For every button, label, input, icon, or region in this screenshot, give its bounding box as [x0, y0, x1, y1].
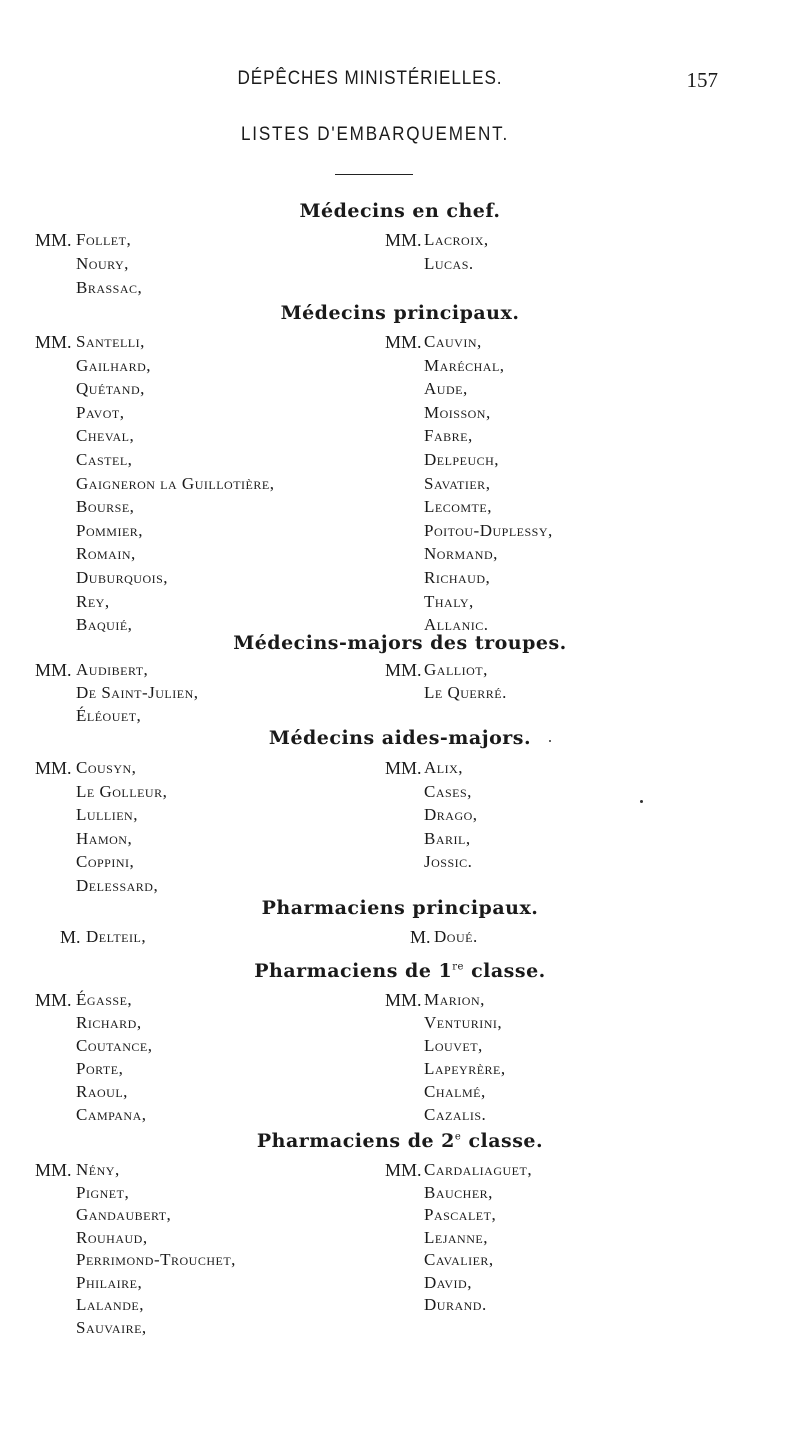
section-heading: Médecins principaux. — [280, 302, 520, 324]
honorific-prefix: MM. — [385, 990, 422, 1010]
person-name: Castel, — [76, 450, 133, 469]
person-name: Cavalier, — [424, 1250, 494, 1269]
person-name: Allanic. — [424, 615, 489, 635]
honorific-prefix: MM. — [35, 1160, 72, 1180]
person-name: Pavot, — [76, 402, 125, 422]
person-name: Fabre, — [424, 426, 473, 446]
honorific-prefix: MM. — [385, 660, 422, 680]
person-name: Hamon, — [76, 828, 133, 848]
person-name: Richaud, — [424, 568, 491, 587]
person-name: Lullien, — [76, 805, 138, 824]
honorific-prefix: MM. — [385, 758, 422, 778]
person-name: Coutance, — [76, 1036, 153, 1055]
person-name: Éléouet, — [76, 706, 142, 725]
person-name: De Saint-Julien, — [76, 683, 199, 702]
person-name: Pascalet, — [424, 1205, 497, 1224]
person-name: Delpeuch, — [424, 450, 500, 469]
person-name: Drago, — [424, 805, 478, 824]
print-speck — [549, 740, 551, 742]
honorific-prefix: MM. — [385, 1160, 422, 1180]
person-name: Sauvaire, — [76, 1317, 147, 1337]
person-name: Cardaliaguet, — [424, 1160, 533, 1179]
person-name: Perrimond-Trouchet, — [76, 1250, 236, 1269]
person-name: Baquié, — [76, 615, 133, 635]
honorific-prefix: MM. — [35, 990, 72, 1010]
person-name: Jossic. — [424, 852, 473, 871]
honorific-prefix: MM. — [35, 758, 72, 778]
honorific-prefix: MM. — [35, 332, 72, 352]
person-name: Pommier, — [76, 520, 144, 540]
person-name: Richard, — [76, 1013, 142, 1032]
person-name: Audibert, — [76, 660, 149, 679]
person-name: Duburquois, — [76, 568, 169, 587]
person-name: Rey, — [76, 591, 110, 611]
section-heading: Pharmaciens principaux. — [261, 897, 539, 919]
section-heading: Médecins aides-majors. — [268, 727, 532, 749]
person-name: Thaly, — [424, 591, 474, 611]
person-name: Lucas. — [424, 254, 474, 273]
person-name: Égasse, — [76, 990, 133, 1009]
person-name: Porte, — [76, 1059, 124, 1078]
person-name: Follet, — [76, 230, 132, 249]
person-name: Moisson, — [424, 402, 491, 422]
person-name: Lapeyrère, — [424, 1059, 506, 1078]
person-name: Poitou-Duplessy, — [424, 520, 553, 540]
person-name: Le Querré. — [424, 683, 507, 702]
honorific-prefix: M. — [410, 927, 431, 947]
person-name: Gailhard, — [76, 355, 152, 375]
person-name: Raoul, — [76, 1082, 128, 1101]
person-name: Louvet, — [424, 1036, 483, 1055]
section-heading: Médecins en chef. — [299, 200, 501, 222]
honorific-prefix: M. — [60, 927, 81, 947]
honorific-prefix: MM. — [385, 230, 422, 250]
person-name: Romain, — [76, 544, 136, 564]
person-name: Lejanne, — [424, 1227, 488, 1247]
person-name: Gandaubert, — [76, 1205, 172, 1224]
page-number: 157 — [686, 68, 718, 92]
person-name: Chalmé, — [424, 1082, 486, 1101]
person-name: Baucher, — [424, 1182, 493, 1202]
person-name: Lecomte, — [424, 497, 492, 517]
person-name: Doué. — [434, 927, 478, 946]
person-name: Venturini, — [424, 1013, 503, 1032]
person-name: Cases, — [424, 781, 472, 801]
section-heading: Pharmaciens de 2e classe. — [256, 1130, 544, 1152]
page-title: LISTES D'EMBARQUEMENT. — [240, 124, 510, 145]
person-name: Cheval, — [76, 426, 135, 446]
honorific-prefix: MM. — [35, 230, 72, 250]
person-name: David, — [424, 1272, 472, 1292]
person-name: Baril, — [424, 828, 471, 848]
title-rule — [335, 174, 413, 175]
person-name: Rouhaud, — [76, 1227, 148, 1247]
honorific-prefix: MM. — [385, 332, 422, 352]
person-name: Alix, — [424, 758, 464, 777]
person-name: Aude, — [424, 379, 468, 399]
person-name: Normand, — [424, 544, 498, 564]
person-name: Campana, — [76, 1105, 147, 1124]
print-speck — [640, 800, 643, 803]
person-name: Cazalis. — [424, 1105, 487, 1124]
section-heading: Médecins-majors des troupes. — [233, 632, 567, 654]
person-name: Lalande, — [76, 1295, 144, 1314]
person-name: Coppini, — [76, 852, 135, 871]
person-name: Durand. — [424, 1295, 487, 1314]
running-title: DÉPÊCHES MINISTÉRIELLES. — [237, 68, 503, 89]
person-name: Bourse, — [76, 497, 135, 517]
person-name: Galliot, — [424, 660, 488, 679]
person-name: Cauvin, — [424, 332, 482, 351]
person-name: Gaigneron la Guillotière, — [76, 473, 275, 493]
person-name: Quétand, — [76, 379, 145, 399]
person-name: Delteil, — [86, 927, 147, 946]
section-heading: Pharmaciens de 1re classe. — [254, 960, 546, 982]
person-name: Delessard, — [76, 875, 159, 895]
person-name: Noury, — [76, 254, 129, 273]
person-name: Lacroix, — [424, 230, 489, 249]
honorific-prefix: MM. — [35, 660, 72, 680]
person-name: Santelli, — [76, 332, 145, 351]
person-name: Nény, — [76, 1160, 120, 1179]
running-head — [0, 68, 800, 98]
person-name: Savatier, — [424, 473, 491, 493]
person-name: Pignet, — [76, 1182, 130, 1202]
person-name: Brassac, — [76, 278, 143, 297]
person-name: Maréchal, — [424, 355, 505, 375]
person-name: Le Golleur, — [76, 781, 168, 801]
person-name: Cousyn, — [76, 758, 137, 777]
person-name: Philaire, — [76, 1272, 143, 1292]
person-name: Marion, — [424, 990, 485, 1009]
